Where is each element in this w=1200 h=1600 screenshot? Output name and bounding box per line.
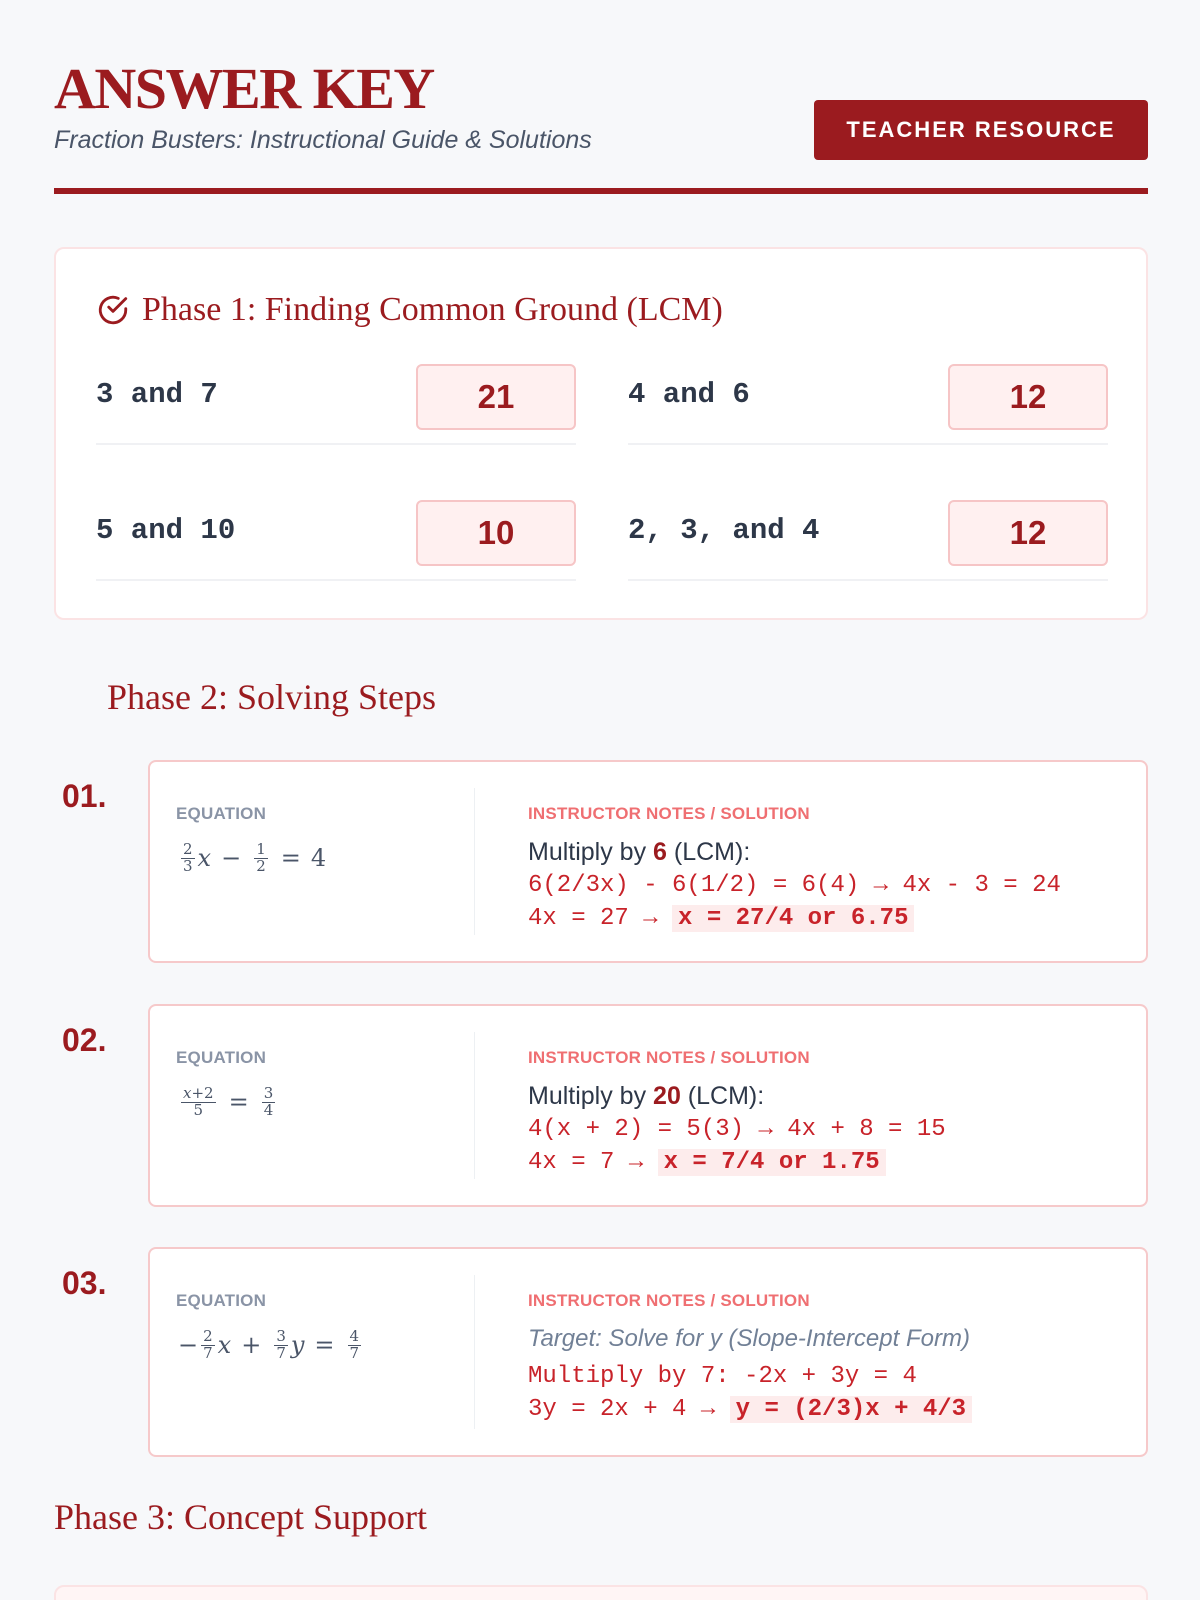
- solution-note: Target: Solve for y (Slope-Intercept Form): [528, 1325, 970, 1352]
- equation-label: EQUATION: [176, 1048, 267, 1067]
- equation: $\frac{x+2}{5}$ = $\frac{3}{4}$: [183, 1084, 274, 1119]
- step-card: [148, 760, 1148, 963]
- phase1-card: [54, 247, 1148, 620]
- phase1-title: Phase 1: Finding Common Ground (LCM): [142, 291, 723, 328]
- lcm-item: [96, 364, 576, 445]
- step-card: [148, 1004, 1148, 1207]
- equation-label: EQUATION: [176, 804, 267, 823]
- lcm-question: 2, 3, and 4: [628, 514, 820, 547]
- page-title: ANSWER KEY: [54, 56, 434, 121]
- lcm-answer: 12: [948, 500, 1108, 566]
- solution-line: Multiply by 7: -2x + 3y = 4: [528, 1363, 917, 1390]
- step-number: 03.: [62, 1265, 107, 1301]
- step-number: 02.: [62, 1022, 107, 1058]
- solution-line: 4(x + 2) = 5(3) → 4x + 8 = 15: [528, 1116, 946, 1143]
- solution-line: 6(2/3x) - 6(1/2) = 6(4) → 4x - 3 = 24: [528, 872, 1061, 899]
- equation-label: EQUATION: [176, 1291, 267, 1310]
- lcm-question: 5 and 10: [96, 514, 236, 547]
- lcm-item: [96, 500, 576, 581]
- lcm-item: [628, 500, 1108, 581]
- lcm-question: 4 and 6: [628, 378, 750, 411]
- lcm-answer: 12: [948, 364, 1108, 430]
- lcm-value: 20: [653, 1082, 681, 1110]
- phase2-title: Phase 2: Solving Steps: [107, 677, 437, 717]
- lcm-question: 3 and 7: [96, 378, 218, 411]
- final-answer: x = 7/4 or 1.75: [658, 1149, 886, 1176]
- solution-note: Multiply by 6 (LCM):: [528, 838, 751, 866]
- lcm-item: [628, 364, 1108, 445]
- divider: [474, 1275, 475, 1429]
- phase3-card: [54, 1585, 1148, 1600]
- solution-line: 4x = 7 → x = 7/4 or 1.75: [528, 1149, 886, 1176]
- solution-note: Multiply by 20 (LCM):: [528, 1082, 765, 1110]
- teacher-resource-badge: TEACHER RESOURCE: [814, 100, 1148, 160]
- solution-label: INSTRUCTOR NOTES / SOLUTION: [528, 1291, 810, 1310]
- divider: [474, 1032, 475, 1179]
- final-answer: y = (2/3)x + 4/3: [730, 1396, 972, 1423]
- divider: [474, 788, 475, 935]
- solution-label: INSTRUCTOR NOTES / SOLUTION: [528, 804, 810, 823]
- check-circle-icon: [96, 293, 130, 327]
- phase3-title: Phase 3: Concept Support: [54, 1497, 427, 1537]
- solution-line: 3y = 2x + 4 → y = (2/3)x + 4/3: [528, 1396, 972, 1423]
- solution-label: INSTRUCTOR NOTES / SOLUTION: [528, 1048, 810, 1067]
- lcm-answer: 21: [416, 364, 576, 430]
- final-answer: x = 27/4 or 6.75: [672, 905, 914, 932]
- equation: − $\frac{2}{7}$ x + $\frac{3}{7}$ y = $\frac{4}{7}$: [178, 1327, 360, 1362]
- step-number: 01.: [62, 778, 107, 814]
- lcm-value: 6: [653, 838, 667, 866]
- step-card: [148, 1247, 1148, 1457]
- lcm-answer: 10: [416, 500, 576, 566]
- equation: $\frac{2}{3}$ x − $\frac{1}{2}$ = 4: [183, 840, 327, 875]
- page-header: [54, 56, 1148, 194]
- solution-line: 4x = 27 → x = 27/4 or 6.75: [528, 905, 914, 932]
- page-subtitle: Fraction Busters: Instructional Guide & Solutions: [54, 126, 592, 154]
- phase1-heading: [96, 291, 723, 329]
